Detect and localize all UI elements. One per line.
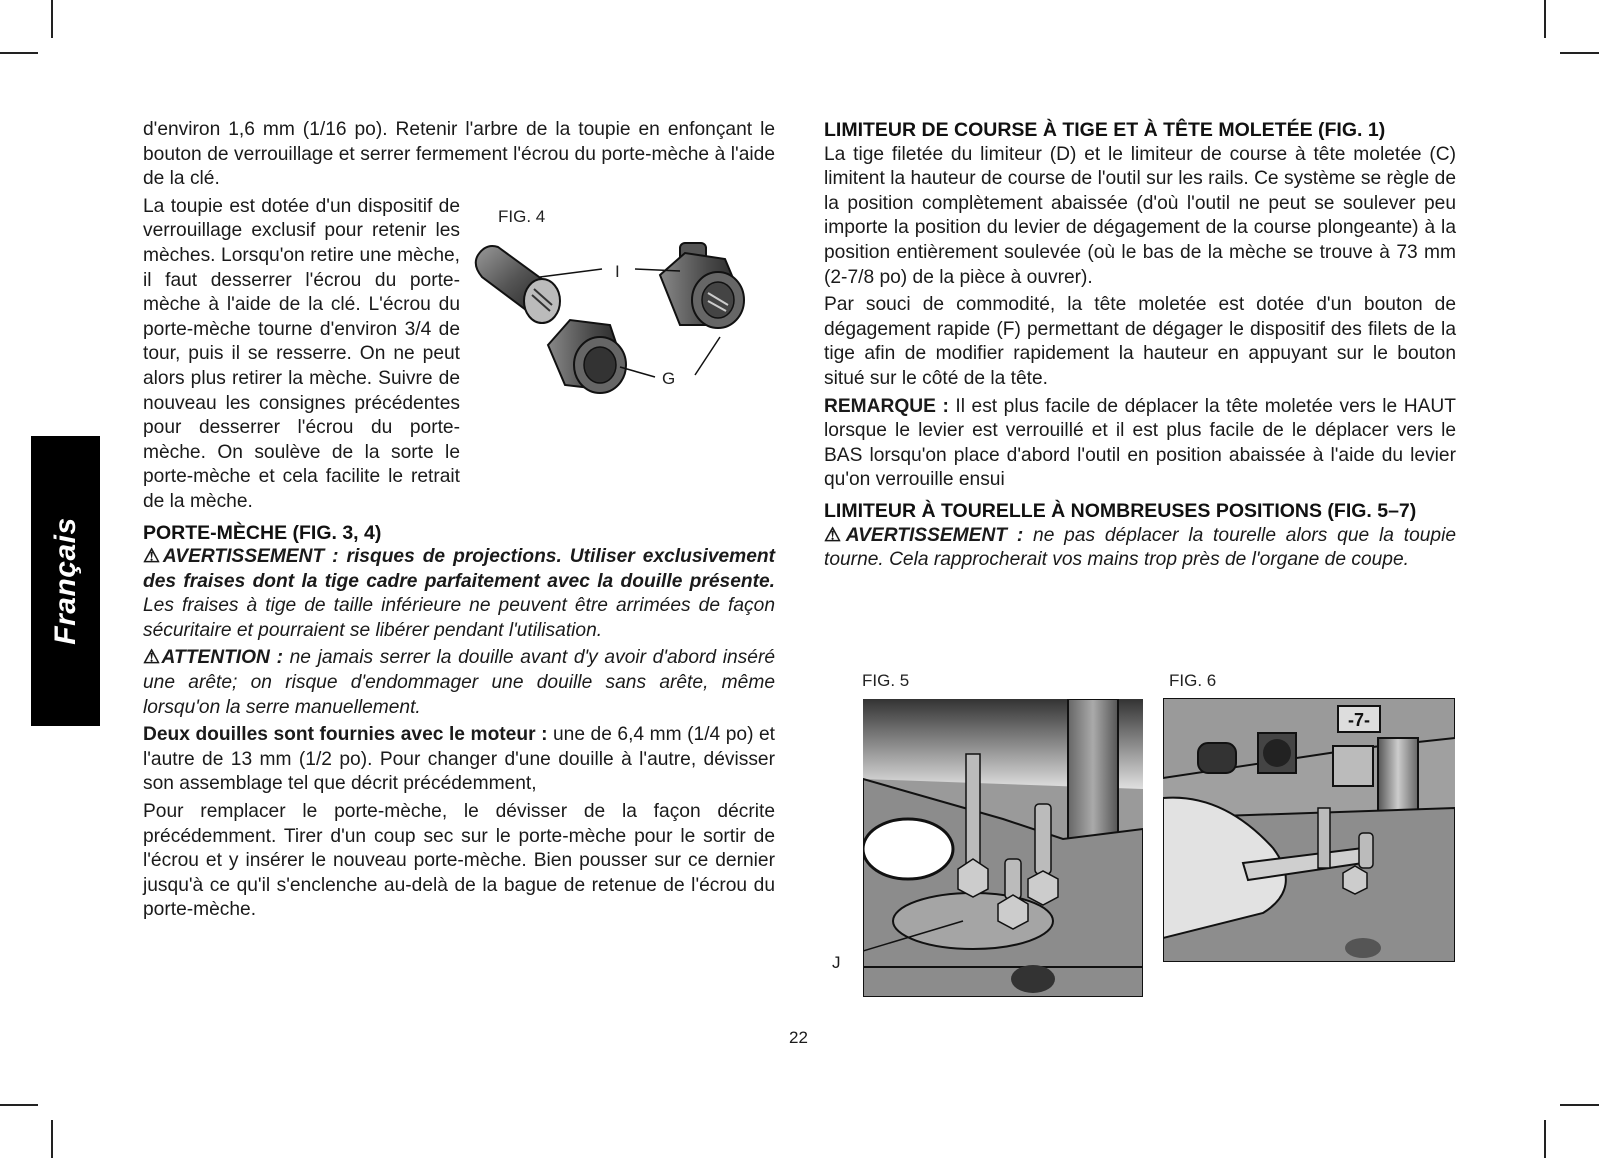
collets-lead: Deux douilles sont fournies avec le moteur : (143, 724, 548, 746)
collet-part (476, 246, 560, 323)
turret-warning-label: AVERTISSEMENT : (845, 524, 1024, 546)
crop-mark (51, 1120, 53, 1158)
figure-5-illustration (863, 699, 1143, 997)
left-column (143, 118, 775, 926)
crop-mark (51, 0, 53, 38)
warning-triangle-icon: ⚠ (143, 647, 162, 669)
quick-release-paragraph: Par souci de commodité, la tête moletée est dotée d'un bouton de dégagement rapide (F) permettant de dégager le dispositif des filets de la tige afin de modifier rapidement la hauteur en appuyant sur le bouton situé sur le côté de la tête. (824, 294, 1456, 389)
svg-text:-7-: -7- (1348, 710, 1370, 730)
warning-bold-text: risques de projections. Utiliser exclusivement des fraises dont la tige cadre parfaitement avec la douille présente. (143, 546, 776, 592)
page-number: 22 (789, 1028, 808, 1047)
figure-4-label: FIG. 4 (498, 206, 546, 226)
figure-4 (470, 195, 775, 495)
right-column (824, 118, 1456, 576)
section-heading-bit-holder: PORTE-MÈCHE (FIG. 3, 4) (143, 521, 382, 544)
depth-stop-paragraph: La tige filetée du limiteur (D) et le limiteur de course à tête moletée (C) limitent la hauteur de course de l'outil sur les rails. Ce système se règle de la position complètement abaissée (d'où l'outil ne peut se soulever peu importe la position du levier de dégagement de la course plongeante) à la position entièrement soulevée (où le bas de la mèche se trouve à 73 mm (2-7/8 po) de la pièce à ouvrer). (824, 143, 1456, 288)
figure-5-label: FIG. 5 (862, 671, 910, 690)
collet-illustration (470, 225, 770, 415)
intro-paragraph: d'environ 1,6 mm (1/16 po). Retenir l'arbre de la toupie en enfonçant le bouton de verrouillage et serrer fermement l'écrou du porte-mèche à l'aide de la clé. (143, 119, 775, 190)
remark-label: REMARQUE : (824, 395, 949, 417)
turret-warning-text: ne pas déplacer la tourelle alors que la toupie tourne. Cela rapprocherait vos mains trop près de l'organe de coupe. (824, 524, 1457, 571)
warning-paragraph (143, 545, 775, 643)
remark-paragraph (824, 395, 1456, 493)
turret-warning-paragraph (824, 524, 1456, 573)
callout-I: I (615, 261, 620, 281)
warning-italic-text: Les fraises à tige de taille inférieure ne peuvent être arrimées de façon sécuritaire et pourraient se libérer pendant l'utilisation. (143, 595, 775, 641)
caution-label: ATTENTION : (161, 647, 283, 669)
crop-mark (0, 1104, 38, 1106)
callout-J: J (832, 953, 841, 972)
figure-6-label: FIG. 6 (1169, 671, 1217, 690)
lock-paragraph: La toupie est dotée d'un dispositif de verrouillage exclusif pour retenir les mèches. Lorsqu'on retire une mèche, il faut desserrer l'écrou du porte-mèche à l'aide de la clé. L'écrou du porte-mèche tourne d'environ 3/4 de tour, puis il se resserre. On ne peut alors plus retirer la mèche. Suivre de nouveau les consignes précédentes pour desserrer l'écrou du porte-mèche. On soulève de la sorte le porte-mèche et cela facilite le retrait de la mèche. (143, 195, 460, 512)
crop-mark (1560, 52, 1599, 54)
replace-paragraph: Pour remplacer le porte-mèche, le dévisser de la façon décrite précédemment. Tirer d'un coup sec sur le porte-mèche pour le sortir de l'écrou et y insérer le nouveau porte-mèche. Bien pousser sur ce dernier jusqu'à ce qu'il s'enclenche au-delà de la bague de retenue de l'écrou du porte-mèche. (143, 801, 775, 921)
remark-text: Il est plus facile de déplacer la tête moletée vers le HAUT lorsque le levier est verrouillé et il est plus facile de le déplacer vers le BAS lorsqu'on place d'abord l'outil en position abaissée à l'aide du levier qu'on verrouille ensui (824, 395, 1456, 491)
warning-label: AVERTISSEMENT : (162, 546, 339, 568)
language-tab-label: Français (48, 517, 82, 645)
figure-6-illustration (1163, 698, 1455, 962)
nut-part (548, 320, 626, 393)
crop-mark (1560, 1104, 1599, 1106)
collets-text: une de 6,4 mm (1/4 po) et l'autre de 13 mm (1/2 po). Pour changer d'une douille à l'autre, dévisser son assemblage tel que décrit précédemment, (143, 724, 776, 795)
heading-depth-stop: LIMITEUR DE COURSE À TIGE ET À TÊTE MOLETÉE (FIG. 1) (824, 119, 1386, 141)
crop-mark (1544, 0, 1546, 38)
language-tab (31, 436, 100, 726)
caution-text: ne jamais serrer la douille avant d'y avoir d'abord inséré une arête; on risque d'endommager une douille sans arête, même lorsqu'on la serre manuellement. (143, 647, 776, 718)
crop-mark (1544, 1120, 1546, 1158)
assembled-nut-part (660, 243, 744, 328)
collets-paragraph (143, 723, 775, 797)
heading-turret-stop: LIMITEUR À TOURELLE À NOMBREUSES POSITIONS (FIG. 5–7) (824, 499, 1417, 522)
caution-paragraph (143, 646, 775, 720)
callout-G: G (662, 368, 676, 388)
crop-mark (0, 52, 38, 54)
warning-triangle-icon: ⚠ (824, 524, 846, 546)
warning-triangle-icon: ⚠ (143, 546, 163, 568)
